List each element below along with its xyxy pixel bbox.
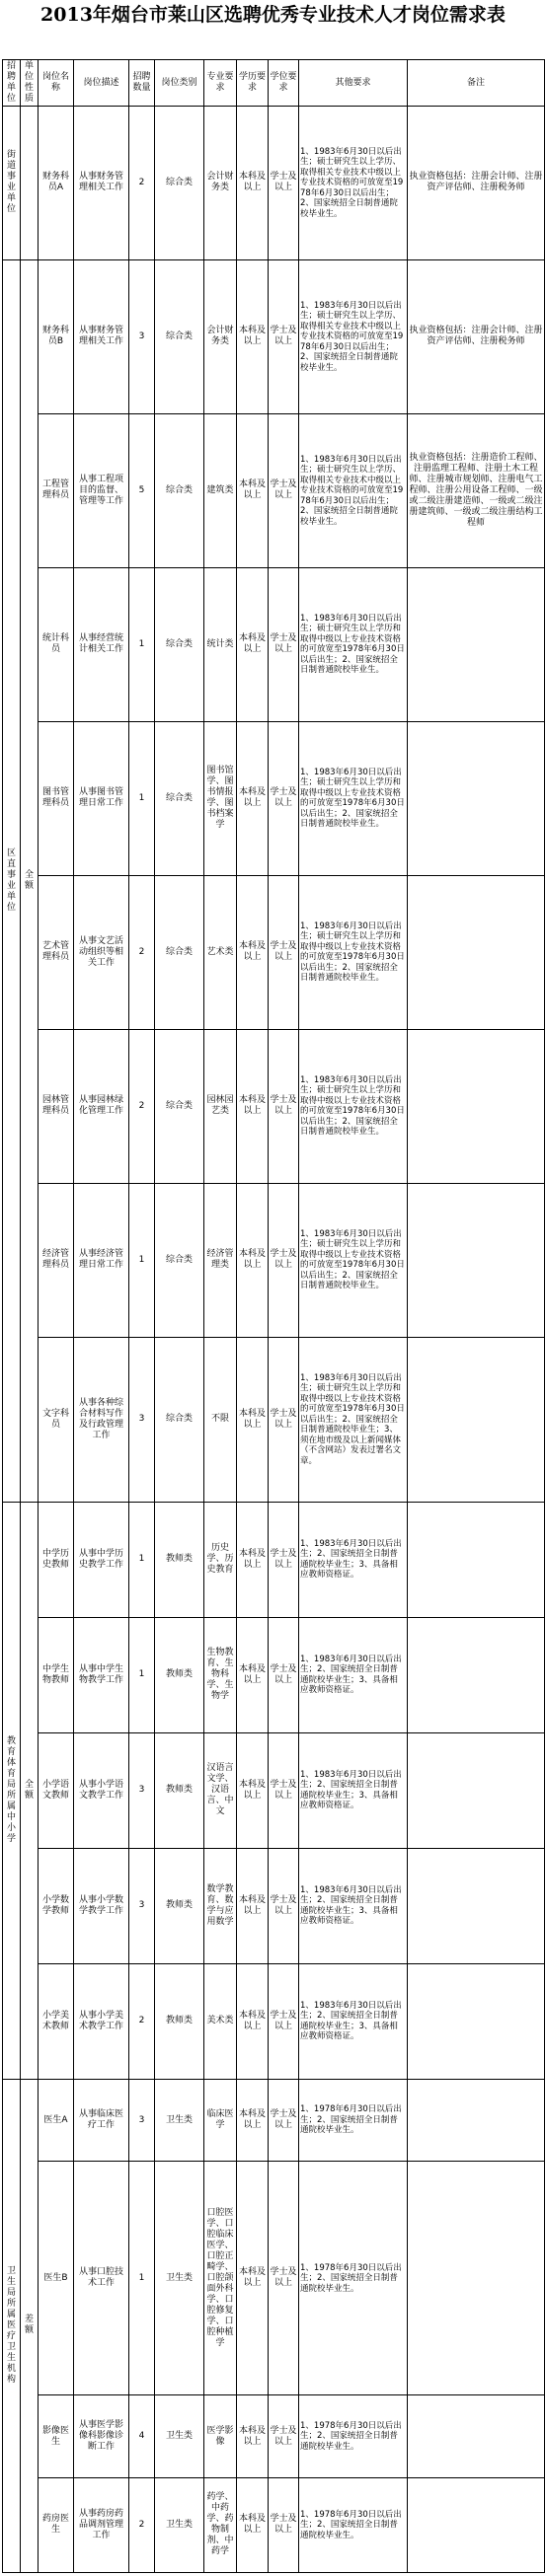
cell-major: 图书馆学、图书情报学、图书档案学 — [204, 721, 237, 875]
cell-note — [408, 1732, 545, 1848]
cell-major: 口腔医学、口腔临床医学、口腔正畸学、口腔颌面外科学、口腔修复学、口腔种植学 — [204, 2162, 237, 2395]
cell-count: 1 — [129, 1183, 155, 1337]
cell-count: 5 — [129, 413, 155, 567]
page-title: 2013年烟台市莱山区选聘优秀专业技术人才岗位需求表 — [40, 4, 506, 26]
cell-major: 历史学、历史教育 — [204, 1503, 237, 1618]
cell-education: 本科及以上 — [237, 2162, 269, 2395]
cell-requirements: 1、1983年6月30日以后出生；硕士研究生以上学历和取得中级以上专业技术资格的可放宽至1978年6月30日以后出生；2、国家统招全日制普通院校毕业生。 — [299, 567, 408, 721]
cell-position-name: 财务科员A — [39, 107, 74, 260]
cell-education: 本科及以上 — [237, 1183, 269, 1337]
cell-major: 数学教育、数学与应用数学 — [204, 1848, 237, 1963]
cell-category: 综合类 — [155, 1337, 204, 1502]
cell-major: 会计财务类 — [204, 259, 237, 413]
table-row — [3, 1503, 545, 1618]
table-row — [3, 1848, 545, 1963]
cell-major: 会计财务类 — [204, 107, 237, 260]
cell-education: 本科及以上 — [237, 2079, 269, 2162]
cell-category: 综合类 — [155, 721, 204, 875]
cell-requirements: 1、1983年6月30日以后出生；硕士研究生以上学历和取得中级以上专业技术资格的可放宽至1978年6月30日以后出生；2、国家统招全日制普通院校毕业生。 — [299, 875, 408, 1029]
cell-education: 本科及以上 — [237, 1337, 269, 1502]
cell-note — [408, 1183, 545, 1337]
column-header: 备注 — [408, 60, 545, 107]
cell-nature: 全额 — [21, 259, 39, 1502]
cell-description: 从事小学语文教学工作 — [74, 1732, 129, 1848]
cell-education: 本科及以上 — [237, 1617, 269, 1732]
cell-requirements: 1、1983年6月30日以后出生；硕士研究生以上学历、取得相关专业技术中级以上专业技术资格的可放宽至1978年6月30日以后出生；2、国家统招全日制普通院校毕业生。 — [299, 107, 408, 260]
cell-education: 本科及以上 — [237, 721, 269, 875]
cell-position-name: 中学生物教师 — [39, 1617, 74, 1732]
cell-category: 教师类 — [155, 1848, 204, 1963]
cell-position-name: 中学历史教师 — [39, 1503, 74, 1618]
table-body — [3, 107, 545, 2573]
cell-category: 卫生类 — [155, 2477, 204, 2572]
cell-education: 本科及以上 — [237, 413, 269, 567]
cell-category: 综合类 — [155, 875, 204, 1029]
cell-requirements: 1、1978年6月30日以后出生；2、国家统招全日制普通院校毕业生。 — [299, 2079, 408, 2162]
cell-count: 3 — [129, 1337, 155, 1502]
cell-category: 综合类 — [155, 567, 204, 721]
cell-description: 从事医学影像科影像诊断工作 — [74, 2395, 129, 2478]
table-row — [3, 2162, 545, 2395]
table-header-row — [3, 60, 545, 107]
cell-note — [408, 567, 545, 721]
cell-category: 教师类 — [155, 1617, 204, 1732]
table-row — [3, 259, 545, 413]
cell-description: 从事图书管理日常工作 — [74, 721, 129, 875]
cell-major: 不限 — [204, 1337, 237, 1502]
cell-note — [408, 2079, 545, 2162]
cell-category: 教师类 — [155, 1963, 204, 2079]
column-header: 学历要求 — [237, 60, 269, 107]
cell-position-name: 工程管理科员 — [39, 413, 74, 567]
cell-position-name: 小学美术教师 — [39, 1963, 74, 2079]
table-row — [3, 2395, 545, 2478]
cell-position-name: 统计科员 — [39, 567, 74, 721]
cell-note: 执业资格包括：注册会计师、注册资产评估师、注册税务师 — [408, 259, 545, 413]
cell-degree: 学士及以上 — [269, 1503, 299, 1618]
table-row — [3, 1617, 545, 1732]
cell-major: 美术类 — [204, 1963, 237, 2079]
cell-requirements: 1、1983年6月30日以后出生；2、国家统招全日制普通院校毕业生；3、具备相应教师资格证。 — [299, 1503, 408, 1618]
cell-position-name: 药房医生 — [39, 2477, 74, 2572]
cell-description: 从事小学美术教学工作 — [74, 1963, 129, 2079]
cell-category: 教师类 — [155, 1732, 204, 1848]
cell-description: 从事各种综合材料写作及行政管理工作 — [74, 1337, 129, 1502]
cell-position-name: 影像医生 — [39, 2395, 74, 2478]
column-header: 招聘数量 — [129, 60, 155, 107]
table-row — [3, 1337, 545, 1502]
column-header: 岗位类别 — [155, 60, 204, 107]
column-header: 岗位名称 — [39, 60, 74, 107]
cell-major: 统计类 — [204, 567, 237, 721]
cell-requirements: 1、1978年6月30日以后出生；2、国家统招全日制普通院校毕业生。 — [299, 2162, 408, 2395]
cell-count: 1 — [129, 1503, 155, 1618]
cell-nature — [21, 107, 39, 260]
cell-education: 本科及以上 — [237, 1963, 269, 2079]
cell-degree: 学士及以上 — [269, 1732, 299, 1848]
cell-major: 建筑类 — [204, 413, 237, 567]
cell-education: 本科及以上 — [237, 259, 269, 413]
cell-education: 本科及以上 — [237, 107, 269, 260]
table-row — [3, 1029, 545, 1183]
cell-nature: 差额 — [21, 2079, 39, 2572]
job-requirements-table — [2, 59, 545, 2573]
cell-count: 3 — [129, 1848, 155, 1963]
cell-degree: 学士及以上 — [269, 107, 299, 260]
cell-category: 卫生类 — [155, 2162, 204, 2395]
cell-major: 医学影像 — [204, 2395, 237, 2478]
cell-note — [408, 2477, 545, 2572]
cell-note — [408, 1503, 545, 1618]
cell-count: 2 — [129, 1029, 155, 1183]
cell-count: 1 — [129, 2162, 155, 2395]
cell-requirements: 1、1978年6月30日以后出生；2、国家统招全日制普通院校毕业生。 — [299, 2477, 408, 2572]
cell-count: 2 — [129, 1963, 155, 2079]
cell-description: 从事财务管理相关工作 — [74, 107, 129, 260]
cell-category: 综合类 — [155, 1029, 204, 1183]
column-header: 专业要求 — [204, 60, 237, 107]
cell-major: 临床医学 — [204, 2079, 237, 2162]
cell-count: 4 — [129, 2395, 155, 2478]
cell-description: 从事经营统计相关工作 — [74, 567, 129, 721]
column-header: 单位性质 — [21, 60, 39, 107]
column-header: 岗位描述 — [74, 60, 129, 107]
cell-degree: 学士及以上 — [269, 259, 299, 413]
cell-note — [408, 875, 545, 1029]
cell-count: 2 — [129, 107, 155, 260]
cell-education: 本科及以上 — [237, 1732, 269, 1848]
cell-position-name: 文字科员 — [39, 1337, 74, 1502]
cell-note — [408, 721, 545, 875]
cell-major: 药学、中药学、药物制剂、中药学 — [204, 2477, 237, 2572]
cell-major: 经济管理类 — [204, 1183, 237, 1337]
cell-note — [408, 2395, 545, 2478]
cell-degree: 学士及以上 — [269, 721, 299, 875]
cell-description: 从事药房药品调剂管理工作 — [74, 2477, 129, 2572]
cell-note — [408, 1963, 545, 2079]
cell-count: 3 — [129, 1732, 155, 1848]
cell-requirements: 1、1983年6月30日以后出生；硕士研究生以上学历和取得中级以上专业技术资格的可放宽至1978年6月30日以后出生；2、国家统招全日制普通院校毕业生。 — [299, 1183, 408, 1337]
cell-position-name: 经济管理科员 — [39, 1183, 74, 1337]
cell-unit: 教育体育局所属中小学 — [3, 1503, 21, 2080]
cell-requirements: 1、1983年6月30日以后出生；2、国家统招全日制普通院校毕业生；3、具备相应教师资格证。 — [299, 1617, 408, 1732]
cell-category: 综合类 — [155, 413, 204, 567]
cell-note: 执业资格包括：注册造价工程师、注册监理工程师、注册土木工程师、注册城市规划师、注册电气工程师、注册公用设备工程师、一级或二级注册建造师、一级或二级注册建筑师、一级或二级注册结构工程师 — [408, 413, 545, 567]
cell-unit: 卫生局所属医疗卫生机构 — [3, 2079, 21, 2572]
cell-degree: 学士及以上 — [269, 2079, 299, 2162]
cell-position-name: 图书管理科员 — [39, 721, 74, 875]
cell-education: 本科及以上 — [237, 567, 269, 721]
cell-count: 1 — [129, 1617, 155, 1732]
table-row — [3, 1183, 545, 1337]
cell-degree: 学士及以上 — [269, 2477, 299, 2572]
cell-degree: 学士及以上 — [269, 1337, 299, 1502]
cell-degree: 学士及以上 — [269, 2162, 299, 2395]
cell-count: 1 — [129, 721, 155, 875]
cell-position-name: 医生B — [39, 2162, 74, 2395]
cell-count: 2 — [129, 875, 155, 1029]
cell-degree: 学士及以上 — [269, 875, 299, 1029]
cell-description: 从事园林绿化管理工作 — [74, 1029, 129, 1183]
column-header: 其他要求 — [299, 60, 408, 107]
table-row — [3, 721, 545, 875]
cell-category: 综合类 — [155, 259, 204, 413]
cell-description: 从事文艺活动组织等相关工作 — [74, 875, 129, 1029]
cell-count: 3 — [129, 259, 155, 413]
cell-position-name: 财务科员B — [39, 259, 74, 413]
cell-education: 本科及以上 — [237, 2395, 269, 2478]
cell-description: 从事小学数学教学工作 — [74, 1848, 129, 1963]
cell-category: 综合类 — [155, 107, 204, 260]
cell-degree: 学士及以上 — [269, 2395, 299, 2478]
cell-note — [408, 1617, 545, 1732]
cell-requirements: 1、1983年6月30日以后出生；硕士研究生以上学历、取得相关专业技术中级以上专业技术资格的可放宽至1978年6月30日以后出生；2、国家统招全日制普通院校毕业生。 — [299, 413, 408, 567]
table-row — [3, 2079, 545, 2162]
cell-note: 执业资格包括：注册会计师、注册资产评估师、注册税务师 — [408, 107, 545, 260]
table-row — [3, 567, 545, 721]
table-row — [3, 875, 545, 1029]
cell-description: 从事口腔技术工作 — [74, 2162, 129, 2395]
cell-education: 本科及以上 — [237, 1029, 269, 1183]
table-row — [3, 1732, 545, 1848]
cell-unit: 区直事业单位 — [3, 259, 21, 1502]
table-row — [3, 413, 545, 567]
cell-education: 本科及以上 — [237, 2477, 269, 2572]
cell-major: 园林园艺类 — [204, 1029, 237, 1183]
cell-note — [408, 1337, 545, 1502]
cell-degree: 学士及以上 — [269, 1848, 299, 1963]
column-header: 学位要求 — [269, 60, 299, 107]
cell-count: 2 — [129, 2477, 155, 2572]
cell-requirements: 1、1983年6月30日以后出生；硕士研究生以上学历和取得中级以上专业技术资格的可放宽至1978年6月30日以后出生；2、国家统招全日制普通院校毕业生；3、须在地市级及以上新闻媒体（不含网站）发表过署名文章。 — [299, 1337, 408, 1502]
cell-category: 卫生类 — [155, 2395, 204, 2478]
table-row — [3, 2477, 545, 2572]
cell-note — [408, 1848, 545, 1963]
cell-description: 从事临床医疗工作 — [74, 2079, 129, 2162]
cell-unit: 街道事业单位 — [3, 107, 21, 260]
cell-description: 从事工程项目的监督、管理等工作 — [74, 413, 129, 567]
cell-position-name: 艺术管理科员 — [39, 875, 74, 1029]
cell-description: 从事财务管理相关工作 — [74, 259, 129, 413]
cell-category: 卫生类 — [155, 2079, 204, 2162]
table-row — [3, 1963, 545, 2079]
cell-requirements: 1、1983年6月30日以后出生；硕士研究生以上学历、取得相关专业技术中级以上专业技术资格的可放宽至1978年6月30日以后出生；2、国家统招全日制普通院校毕业生。 — [299, 259, 408, 413]
cell-requirements: 1、1983年6月30日以后出生；2、国家统招全日制普通院校毕业生；3、具备相应教师资格证。 — [299, 1848, 408, 1963]
cell-position-name: 小学语文教师 — [39, 1732, 74, 1848]
cell-count: 1 — [129, 567, 155, 721]
cell-note — [408, 2162, 545, 2395]
cell-note — [408, 1029, 545, 1183]
cell-category: 综合类 — [155, 1183, 204, 1337]
cell-education: 本科及以上 — [237, 1503, 269, 1618]
cell-major: 生物教育、生物科学、生物学 — [204, 1617, 237, 1732]
cell-position-name: 小学数学教师 — [39, 1848, 74, 1963]
cell-requirements: 1、1983年6月30日以后出生；2、国家统招全日制普通院校毕业生；3、具备相应教师资格证。 — [299, 1732, 408, 1848]
cell-nature: 全额 — [21, 1503, 39, 2080]
cell-description: 从事经济管理日常工作 — [74, 1183, 129, 1337]
cell-requirements: 1、1983年6月30日以后出生；硕士研究生以上学历和取得中级以上专业技术资格的可放宽至1978年6月30日以后出生；2、国家统招全日制普通院校毕业生。 — [299, 721, 408, 875]
cell-degree: 学士及以上 — [269, 1183, 299, 1337]
cell-education: 本科及以上 — [237, 1848, 269, 1963]
cell-category: 教师类 — [155, 1503, 204, 1618]
column-header: 招聘单位 — [3, 60, 21, 107]
cell-description: 从事中学生物教学工作 — [74, 1617, 129, 1732]
cell-degree: 学士及以上 — [269, 1617, 299, 1732]
cell-requirements: 1、1978年6月30日以后出生；2、国家统招全日制普通院校毕业生。 — [299, 2395, 408, 2478]
cell-degree: 学士及以上 — [269, 1029, 299, 1183]
cell-count: 3 — [129, 2079, 155, 2162]
cell-major: 艺术类 — [204, 875, 237, 1029]
cell-major: 汉语言文学、汉语言、中文 — [204, 1732, 237, 1848]
cell-requirements: 1、1983年6月30日以后出生；2、国家统招全日制普通院校毕业生；3、具备相应教师资格证。 — [299, 1963, 408, 2079]
cell-position-name: 园林管理科员 — [39, 1029, 74, 1183]
cell-requirements: 1、1983年6月30日以后出生；硕士研究生以上学历和取得中级以上专业技术资格的可放宽至1978年6月30日以后出生；2、国家统招全日制普通院校毕业生。 — [299, 1029, 408, 1183]
cell-degree: 学士及以上 — [269, 567, 299, 721]
cell-degree: 学士及以上 — [269, 413, 299, 567]
cell-description: 从事中学历史教学工作 — [74, 1503, 129, 1618]
table-row — [3, 107, 545, 260]
cell-education: 本科及以上 — [237, 875, 269, 1029]
cell-degree: 学士及以上 — [269, 1963, 299, 2079]
cell-position-name: 医生A — [39, 2079, 74, 2162]
